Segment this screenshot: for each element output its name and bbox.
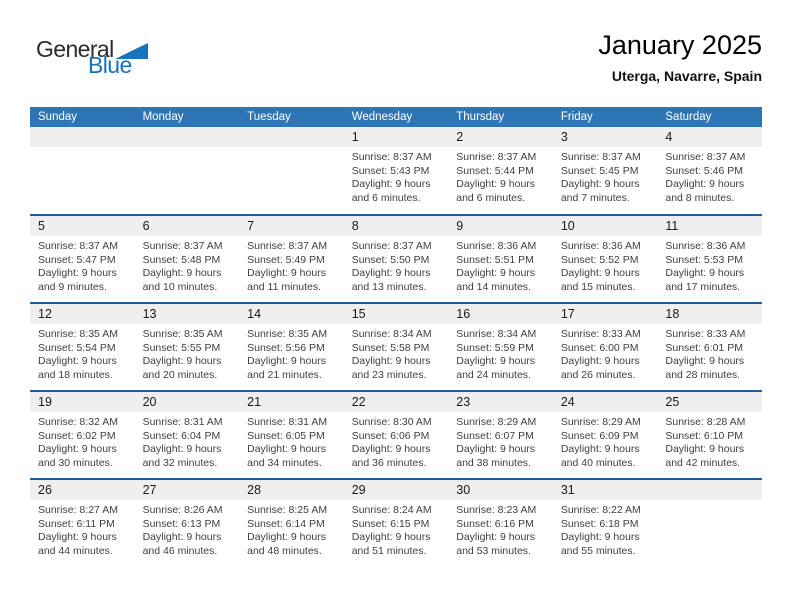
sunset-text: Sunset: 6:15 PM (351, 517, 430, 530)
sunset-text: Sunset: 6:06 PM (351, 429, 430, 442)
day-number: 14 (247, 307, 262, 321)
day-number: 10 (560, 219, 575, 233)
sunrise-text: Sunrise: 8:31 AM (142, 416, 223, 428)
sunset-text: Sunset: 5:50 PM (351, 253, 430, 266)
day-number-band (30, 127, 135, 147)
day-number-band (553, 480, 658, 500)
day-number: 17 (560, 307, 575, 321)
daylight-text: Daylight: 9 hours and 13 minutes. (351, 267, 431, 293)
day-details (239, 412, 344, 470)
day-number: 30 (456, 483, 471, 497)
week-row (30, 479, 762, 567)
day-cell-13 (135, 303, 240, 391)
sunrise-text: Sunrise: 8:35 AM (142, 328, 223, 340)
weekday-header-sunday: Sunday (30, 107, 135, 127)
day-number: 5 (38, 219, 45, 233)
day-number-band (657, 304, 762, 324)
daylight-text: Daylight: 9 hours and 7 minutes. (560, 178, 640, 204)
day-number: 24 (560, 395, 575, 409)
sunset-text: Sunset: 5:53 PM (665, 253, 744, 266)
daylight-text: Daylight: 9 hours and 11 minutes. (247, 267, 326, 293)
day-number: 21 (247, 395, 262, 409)
day-number-band (344, 127, 449, 147)
week-row (30, 391, 762, 479)
day-number-band (30, 304, 135, 324)
day-number-band (344, 392, 449, 412)
day-number-band (239, 127, 344, 147)
day-details (553, 412, 658, 470)
day-number-band (553, 392, 658, 412)
sunrise-text: Sunrise: 8:37 AM (560, 151, 641, 163)
day-number: 11 (665, 219, 679, 233)
day-cell-8 (344, 215, 449, 303)
sunrise-text: Sunrise: 8:27 AM (38, 504, 118, 516)
weekday-header-monday: Monday (135, 107, 240, 127)
sunrise-text: Sunrise: 8:29 AM (456, 416, 537, 428)
empty-cell (657, 479, 762, 567)
day-number: 20 (142, 395, 157, 409)
sunrise-text: Sunrise: 8:37 AM (38, 240, 118, 252)
day-cell-17 (553, 303, 658, 391)
location-subtitle: Uterga, Navarre, Spain (611, 68, 762, 85)
day-number: 4 (665, 130, 673, 144)
sunset-text: Sunset: 6:13 PM (142, 517, 221, 530)
day-number-band (553, 127, 658, 147)
day-number-band (448, 392, 553, 412)
day-cell-12 (30, 303, 135, 391)
day-number: 25 (665, 395, 680, 409)
day-details (135, 500, 240, 558)
week-row (30, 215, 762, 303)
day-number-band (657, 127, 762, 147)
day-number-band (553, 216, 658, 236)
daylight-text: Daylight: 9 hours and 23 minutes. (351, 355, 431, 381)
day-cell-4 (657, 127, 762, 215)
daylight-text: Daylight: 9 hours and 53 minutes. (456, 531, 536, 557)
day-number-band (135, 304, 240, 324)
day-number: 23 (456, 395, 471, 409)
day-details (448, 500, 553, 558)
day-number-band (135, 216, 240, 236)
sunrise-text: Sunrise: 8:31 AM (247, 416, 328, 428)
sunset-text: Sunset: 6:04 PM (142, 429, 221, 442)
day-number-band (344, 480, 449, 500)
daylight-text: Daylight: 9 hours and 18 minutes. (38, 355, 117, 381)
daylight-text: Daylight: 9 hours and 55 minutes. (560, 531, 640, 557)
day-details (553, 500, 658, 558)
daylight-text: Daylight: 9 hours and 14 minutes. (456, 267, 536, 293)
day-details (657, 236, 762, 294)
day-cell-26 (30, 479, 135, 567)
day-cell-29 (344, 479, 449, 567)
day-cell-1 (344, 127, 449, 215)
sunset-text: Sunset: 5:49 PM (247, 253, 325, 266)
weekday-header-wednesday: Wednesday (344, 107, 449, 127)
day-details (30, 236, 135, 294)
weekday-header-row (30, 107, 762, 127)
day-cell-5 (30, 215, 135, 303)
sunrise-text: Sunrise: 8:33 AM (665, 328, 746, 340)
sunset-text: Sunset: 6:00 PM (560, 341, 639, 354)
day-details (448, 324, 553, 382)
day-details (135, 236, 240, 294)
sunrise-text: Sunrise: 8:37 AM (247, 240, 328, 252)
day-details (135, 324, 240, 382)
empty-cell (239, 127, 344, 215)
sunrise-text: Sunrise: 8:33 AM (560, 328, 641, 340)
day-number: 29 (351, 483, 366, 497)
day-details (344, 147, 449, 205)
day-number: 18 (665, 307, 680, 321)
day-number: 22 (351, 395, 366, 409)
day-cell-24 (553, 391, 658, 479)
day-number: 6 (142, 219, 150, 233)
weekday-header-friday: Friday (553, 107, 658, 127)
sunset-text: Sunset: 6:02 PM (38, 429, 116, 442)
weekday-header-thursday: Thursday (448, 107, 553, 127)
sunrise-text: Sunrise: 8:26 AM (142, 504, 223, 516)
day-details (344, 500, 449, 558)
sunset-text: Sunset: 6:11 PM (38, 517, 115, 530)
sunset-text: Sunset: 6:01 PM (665, 341, 744, 354)
day-cell-23 (448, 391, 553, 479)
daylight-text: Daylight: 9 hours and 10 minutes. (142, 267, 222, 293)
sunrise-text: Sunrise: 8:32 AM (38, 416, 118, 428)
week-row (30, 127, 762, 215)
sunset-text: Sunset: 5:54 PM (38, 341, 116, 354)
sunset-text: Sunset: 5:58 PM (351, 341, 430, 354)
day-cell-6 (135, 215, 240, 303)
sunset-text: Sunset: 6:14 PM (247, 517, 325, 530)
day-number-band (239, 392, 344, 412)
day-details (30, 412, 135, 470)
day-number: 19 (38, 395, 52, 409)
day-details (448, 147, 553, 205)
sunset-text: Sunset: 5:46 PM (665, 164, 744, 177)
day-number-band (657, 392, 762, 412)
day-details (30, 500, 135, 558)
day-number-band (448, 127, 553, 147)
daylight-text: Daylight: 9 hours and 51 minutes. (351, 531, 431, 557)
weekday-header-saturday: Saturday (657, 107, 762, 127)
day-number-band (448, 216, 553, 236)
sunset-text: Sunset: 5:56 PM (247, 341, 325, 354)
day-details (344, 324, 449, 382)
empty-cell (30, 127, 135, 215)
day-number-band (553, 304, 658, 324)
day-number: 31 (560, 483, 575, 497)
sunrise-text: Sunrise: 8:35 AM (38, 328, 118, 340)
sunset-text: Sunset: 5:45 PM (560, 164, 639, 177)
logo-text-general: General (36, 36, 114, 62)
sunset-text: Sunset: 6:09 PM (560, 429, 639, 442)
day-number: 2 (456, 130, 464, 144)
day-cell-25 (657, 391, 762, 479)
day-cell-9 (448, 215, 553, 303)
day-number-band (30, 392, 135, 412)
day-number: 26 (38, 483, 52, 497)
day-cell-19 (30, 391, 135, 479)
day-number-band (344, 304, 449, 324)
day-number-band (657, 480, 762, 500)
day-cell-21 (239, 391, 344, 479)
daylight-text: Daylight: 9 hours and 42 minutes. (665, 443, 745, 469)
sunset-text: Sunset: 6:07 PM (456, 429, 534, 442)
day-number: 9 (456, 219, 464, 233)
sunrise-text: Sunrise: 8:36 AM (456, 240, 537, 252)
sunrise-text: Sunrise: 8:36 AM (560, 240, 641, 252)
sunset-text: Sunset: 5:44 PM (456, 164, 534, 177)
day-cell-31 (553, 479, 658, 567)
sunrise-text: Sunrise: 8:37 AM (456, 151, 537, 163)
day-details (553, 236, 658, 294)
daylight-text: Daylight: 9 hours and 24 minutes. (456, 355, 536, 381)
day-number-band (135, 480, 240, 500)
sunrise-text: Sunrise: 8:29 AM (560, 416, 641, 428)
day-details (657, 147, 762, 205)
calendar-table (30, 107, 762, 567)
day-details (239, 236, 344, 294)
day-number: 7 (247, 219, 255, 233)
day-number: 8 (351, 219, 359, 233)
day-number-band (657, 216, 762, 236)
day-details (553, 147, 658, 205)
sunset-text: Sunset: 6:05 PM (247, 429, 325, 442)
day-number: 13 (142, 307, 157, 321)
day-details (30, 324, 135, 382)
day-cell-18 (657, 303, 762, 391)
day-number: 16 (456, 307, 471, 321)
day-cell-11 (657, 215, 762, 303)
sunset-text: Sunset: 6:10 PM (665, 429, 744, 442)
daylight-text: Daylight: 9 hours and 36 minutes. (351, 443, 431, 469)
sunrise-text: Sunrise: 8:34 AM (351, 328, 432, 340)
day-details (239, 324, 344, 382)
daylight-text: Daylight: 9 hours and 32 minutes. (142, 443, 222, 469)
day-number-band (30, 480, 135, 500)
daylight-text: Daylight: 9 hours and 34 minutes. (247, 443, 326, 469)
sunrise-text: Sunrise: 8:30 AM (351, 416, 432, 428)
day-number: 3 (560, 130, 568, 144)
month-title: January 2025 (598, 30, 762, 60)
day-cell-30 (448, 479, 553, 567)
day-number: 12 (38, 307, 52, 321)
day-details (344, 236, 449, 294)
sunrise-text: Sunrise: 8:25 AM (247, 504, 328, 516)
day-cell-22 (344, 391, 449, 479)
day-cell-28 (239, 479, 344, 567)
empty-cell (135, 127, 240, 215)
day-details (135, 412, 240, 470)
sunrise-text: Sunrise: 8:37 AM (351, 240, 432, 252)
day-cell-27 (135, 479, 240, 567)
daylight-text: Daylight: 9 hours and 17 minutes. (665, 267, 745, 293)
daylight-text: Daylight: 9 hours and 9 minutes. (38, 267, 117, 293)
day-number-band (239, 216, 344, 236)
day-cell-14 (239, 303, 344, 391)
day-details (553, 324, 658, 382)
weekday-header-tuesday: Tuesday (239, 107, 344, 127)
sunrise-text: Sunrise: 8:37 AM (142, 240, 223, 252)
daylight-text: Daylight: 9 hours and 6 minutes. (456, 178, 536, 204)
sunrise-text: Sunrise: 8:37 AM (351, 151, 432, 163)
sunset-text: Sunset: 5:43 PM (351, 164, 430, 177)
daylight-text: Daylight: 9 hours and 40 minutes. (560, 443, 640, 469)
daylight-text: Daylight: 9 hours and 8 minutes. (665, 178, 745, 204)
sunset-text: Sunset: 6:16 PM (456, 517, 534, 530)
sunrise-text: Sunrise: 8:23 AM (456, 504, 537, 516)
sunrise-text: Sunrise: 8:34 AM (456, 328, 537, 340)
sunset-text: Sunset: 5:59 PM (456, 341, 534, 354)
sunset-text: Sunset: 5:47 PM (38, 253, 116, 266)
daylight-text: Daylight: 9 hours and 20 minutes. (142, 355, 222, 381)
day-details (657, 412, 762, 470)
day-cell-10 (553, 215, 658, 303)
title-block (598, 30, 762, 84)
day-number-band (344, 216, 449, 236)
day-number-band (135, 127, 240, 147)
daylight-text: Daylight: 9 hours and 30 minutes. (38, 443, 117, 469)
day-number-band (239, 480, 344, 500)
logo-text-blue: Blue (88, 52, 132, 78)
week-row (30, 303, 762, 391)
day-details (344, 412, 449, 470)
sunset-text: Sunset: 5:55 PM (142, 341, 221, 354)
sunrise-text: Sunrise: 8:28 AM (665, 416, 746, 428)
day-number: 1 (351, 130, 359, 144)
day-details (448, 412, 553, 470)
general-blue-logo (36, 38, 149, 77)
sunrise-text: Sunrise: 8:24 AM (351, 504, 432, 516)
day-number-band (448, 480, 553, 500)
daylight-text: Daylight: 9 hours and 26 minutes. (560, 355, 640, 381)
day-details (448, 236, 553, 294)
daylight-text: Daylight: 9 hours and 44 minutes. (38, 531, 117, 557)
sunrise-text: Sunrise: 8:22 AM (560, 504, 641, 516)
day-cell-16 (448, 303, 553, 391)
day-number: 15 (351, 307, 366, 321)
daylight-text: Daylight: 9 hours and 6 minutes. (351, 178, 431, 204)
daylight-text: Daylight: 9 hours and 46 minutes. (142, 531, 222, 557)
daylight-text: Daylight: 9 hours and 28 minutes. (665, 355, 745, 381)
day-cell-15 (344, 303, 449, 391)
day-cell-20 (135, 391, 240, 479)
daylight-text: Daylight: 9 hours and 15 minutes. (560, 267, 640, 293)
day-cell-2 (448, 127, 553, 215)
day-number: 28 (247, 483, 262, 497)
sunrise-text: Sunrise: 8:35 AM (247, 328, 328, 340)
day-cell-7 (239, 215, 344, 303)
day-number-band (135, 392, 240, 412)
page-header (0, 0, 792, 107)
sunrise-text: Sunrise: 8:37 AM (665, 151, 746, 163)
sunset-text: Sunset: 5:52 PM (560, 253, 639, 266)
sunrise-text: Sunrise: 8:36 AM (665, 240, 746, 252)
sunset-text: Sunset: 5:48 PM (142, 253, 221, 266)
sunset-text: Sunset: 6:18 PM (560, 517, 639, 530)
day-number-band (448, 304, 553, 324)
day-details (657, 324, 762, 382)
daylight-text: Daylight: 9 hours and 21 minutes. (247, 355, 326, 381)
daylight-text: Daylight: 9 hours and 38 minutes. (456, 443, 536, 469)
day-number-band (30, 216, 135, 236)
day-number: 27 (142, 483, 157, 497)
sunset-text: Sunset: 5:51 PM (456, 253, 534, 266)
day-cell-3 (553, 127, 658, 215)
daylight-text: Daylight: 9 hours and 48 minutes. (247, 531, 326, 557)
day-details (239, 500, 344, 558)
day-number-band (239, 304, 344, 324)
